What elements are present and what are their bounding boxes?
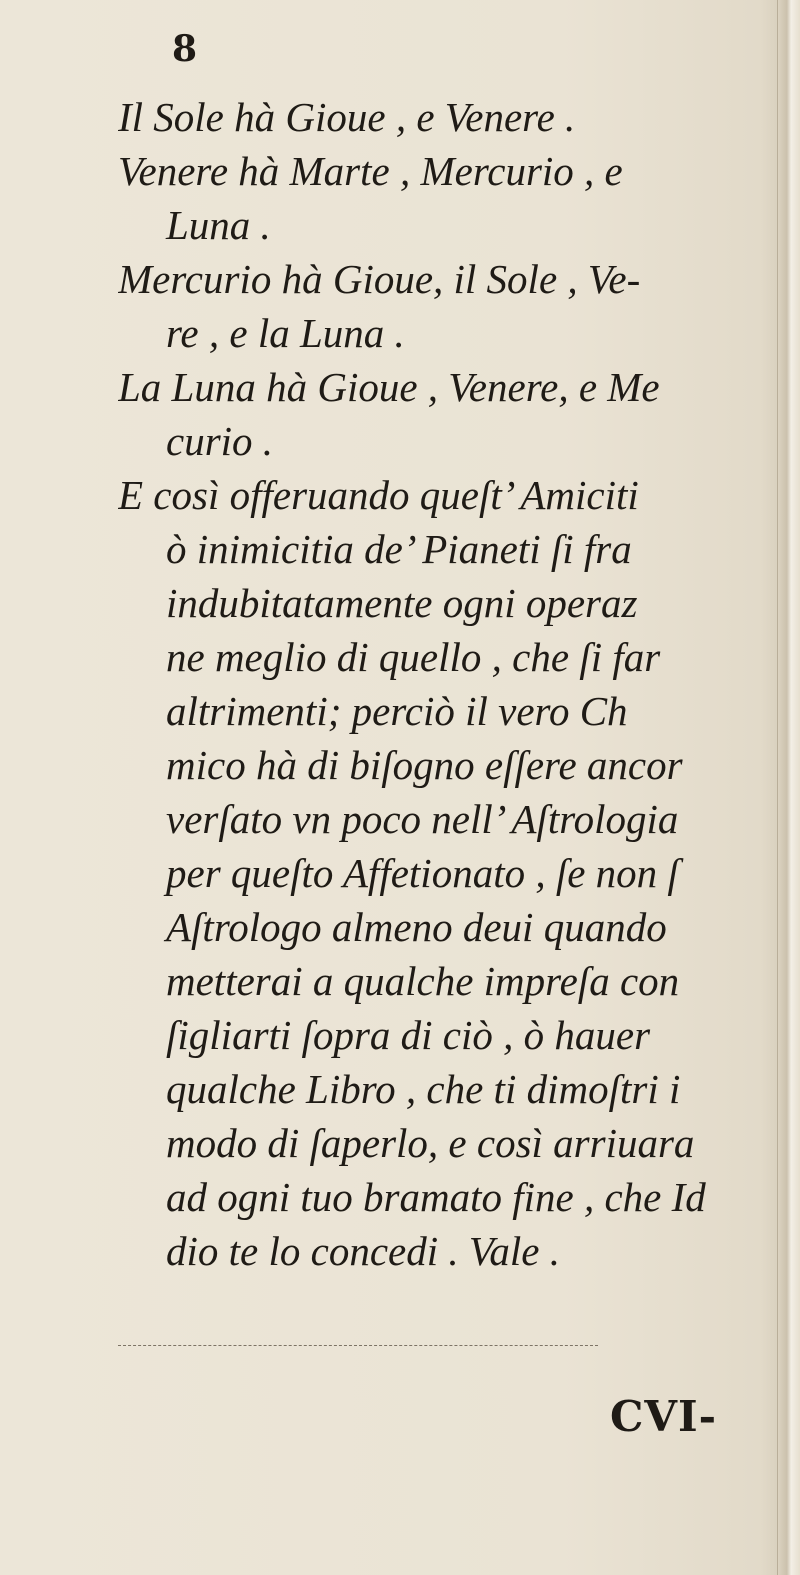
text-line: Il Sole hà Gioue , e Venere . [118, 94, 576, 140]
text-line: dio te lo concedi . Vale . [166, 1228, 560, 1274]
text-line: indubitatamente ogni operaz [166, 580, 638, 626]
page-number: 8 [172, 28, 198, 70]
text-line: modo di ſaperlo, e così arriuara [166, 1120, 695, 1166]
text-line: mico hà di biſogno eſſere ancor [166, 742, 683, 788]
text-line: metterai a qualche impreſa con [166, 958, 680, 1004]
text-line: verſato vn poco nell’ Aſtrologia [166, 796, 679, 842]
text-line: altrimenti; perciò il vero Ch [166, 688, 628, 734]
text-line: ſigliarti ſopra di ciò , ò hauer [166, 1012, 651, 1058]
text-line: Luna . [166, 202, 271, 248]
text-line: ò inimicitia de’ Pianeti ſi fra [166, 526, 632, 572]
ink-rule-bleed [118, 1345, 598, 1346]
text-line: ne meglio di quello , che ſi far [166, 634, 661, 680]
text-line: La Luna hà Gioue , Venere, e Me [118, 364, 660, 410]
text-line: Aſtrologo almeno deui quando [166, 904, 667, 950]
text-line: Mercurio hà Gioue, il Sole , Ve- [118, 256, 641, 302]
text-line: ad ogni tuo bramato fine , che Id [166, 1174, 706, 1220]
text-line: per queſto Affetionato , ſe non ſ [166, 850, 679, 896]
text-line: qualche Libro , che ti dimoſtri i [166, 1066, 681, 1112]
text-line: re , e la Luna . [166, 310, 405, 356]
body-text [118, 90, 798, 1278]
text-line: E così offeruando queſt’ Amiciti [118, 472, 639, 518]
text-line: curio . [166, 418, 274, 464]
catchword: CVI- [610, 1392, 718, 1441]
text-line: Venere hà Marte , Mercurio , e [118, 148, 623, 194]
